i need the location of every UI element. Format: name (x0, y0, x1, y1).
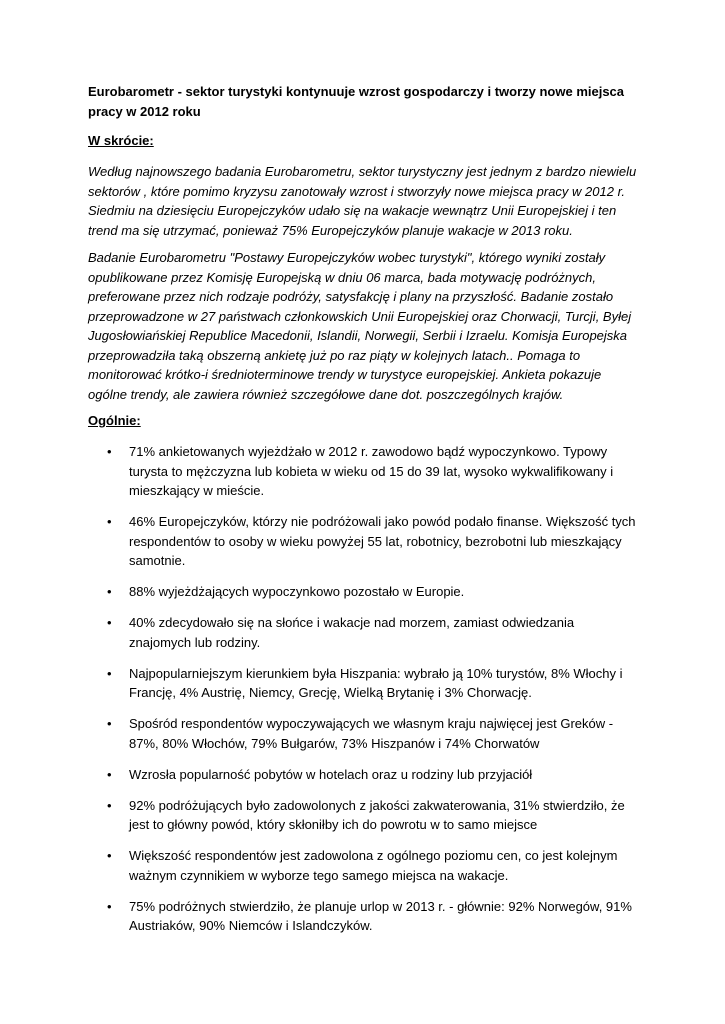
list-item-text: 46% Europejczyków, którzy nie podróżowali jako powód podało finanse. Większość tych respondentów to osoby w wieku powyżej 55 lat, robotnicy, bezrobotni lub mieszkający samotnie. (129, 514, 636, 568)
bullet-icon: • (107, 716, 112, 731)
list-item-text: 92% podróżujących było zadowolonych z jakości zakwaterowania, 31% stwierdziło, że jest to główny powód, który skłoniłby ich do powrotu w to samo miejsce (129, 797, 625, 832)
bullet-icon: • (107, 797, 112, 813)
list-item (88, 512, 637, 571)
list-item (88, 714, 637, 753)
list-item-text: Najpopularniejszym kierunkiem była Hiszpania: wybrało ją 10% turystów, 8% Włochy i Francję, 4% Austrię, Niemcy, Grecję, Wielką Brytanię i 3% Chorwację. (129, 665, 623, 700)
summary-paragraph-1: Według najnowszego badania Eurobarometru, sektor turystyczny jest jednym z bardzo niewielu sektorów , które pomimo kryzysu zanotowały wzrost i stworzyły nowe miejsca pracy w 2012 r. Siedmiu na dziesięciu Europejczyków udało się na wakacje wewnątrz Unii Europejskiej i ten trend ma się utrzymać, ponieważ 75% Europejczyków planuje wakacje w 2013 roku. (88, 164, 637, 238)
bullet-icon: • (107, 766, 112, 782)
list-item (88, 613, 637, 652)
list-item (88, 582, 637, 602)
list-item (88, 664, 637, 703)
summary-paragraph-2: Badanie Eurobarometru "Postawy Europejczyków wobec turystyki", którego wyniki zostały opublikowane przez Komisję Europejską w dniu 06 marca, bada motywację podróżnych, preferowane przez nich rodzaje podróży, satysfakcję i plany na przyszłość. Badanie zostało przeprowadzone w 27 państwach członkowskich Unii Europejskiej oraz Chorwacji, Turcji, Byłej Jugosłowiańskiej Republice Macedonii, Islandii, Norwegii, Serbii i Izraelu. Komisja Europejska przeprowadziła taką obszerną ankietę już po raz piąty w kolejnych latach.. Pomaga to monitorować krótko-i średnioterminowe trendy w turystyce europejskiej. Ankieta pokazuje ogólne trendy, ale zawiera również szczegółowe dane dot. poszczególnych krajów. (88, 250, 632, 402)
document-title: Eurobarometr - sektor turystyki kontynuuje wzrost gospodarczy i tworzy nowe miejsca pracy w 2012 roku (88, 84, 625, 119)
list-item (88, 897, 637, 936)
list-item-text: Wzrosła popularność pobytów w hotelach oraz u rodziny lub przyjaciół (129, 766, 533, 782)
list-item (88, 796, 637, 835)
bullet-icon: • (107, 584, 112, 599)
list-item-text: 88% wyjeżdżających wypoczynkowo pozostało w Europie. (129, 584, 465, 599)
list-item (88, 846, 637, 885)
list-item-text: 71% ankietowanych wyjeżdżało w 2012 r. zawodowo bądź wypoczynkowo. Typowy turysta to mężczyzna lub kobieta w wieku od 15 do 39 lat, wysoko wykwalifikowany i mieszkający w mieście. (129, 444, 614, 498)
list-item (88, 765, 637, 785)
list-item-text: 40% zdecydowało się na słońce i wakacje nad morzem, zamiast odwiedzania znajomych lub rodziny. (129, 615, 575, 650)
bullet-icon: • (107, 665, 112, 681)
bullet-icon: • (107, 444, 112, 459)
bullet-icon: • (107, 898, 112, 914)
summary-heading: W skrócie: (88, 133, 154, 148)
general-heading: Ogólnie: (88, 413, 141, 428)
list-item-text: Większość respondentów jest zadowolona z ogólnego poziomu cen, co jest kolejnym ważnym czynnikiem w wyborze tego samego miejsca na wakacje. (129, 848, 618, 883)
list-item-text: Spośród respondentów wypoczywających we własnym kraju najwięcej jest Greków - 87%, 80% Włochów, 79% Bułgarów, 73% Hiszpanów i 74% Chorwatów (129, 716, 614, 751)
list-item (88, 442, 637, 501)
bullet-icon: • (107, 615, 112, 630)
list-item-text: 75% podróżnych stwierdziło, że planuje urlop w 2013 r. - głównie: 92% Norwegów, 91% Austriaków, 90% Niemców i Islandczyków. (129, 898, 632, 933)
bullet-icon: • (107, 848, 112, 863)
general-bullet-list (88, 442, 637, 936)
bullet-icon: • (107, 514, 112, 529)
